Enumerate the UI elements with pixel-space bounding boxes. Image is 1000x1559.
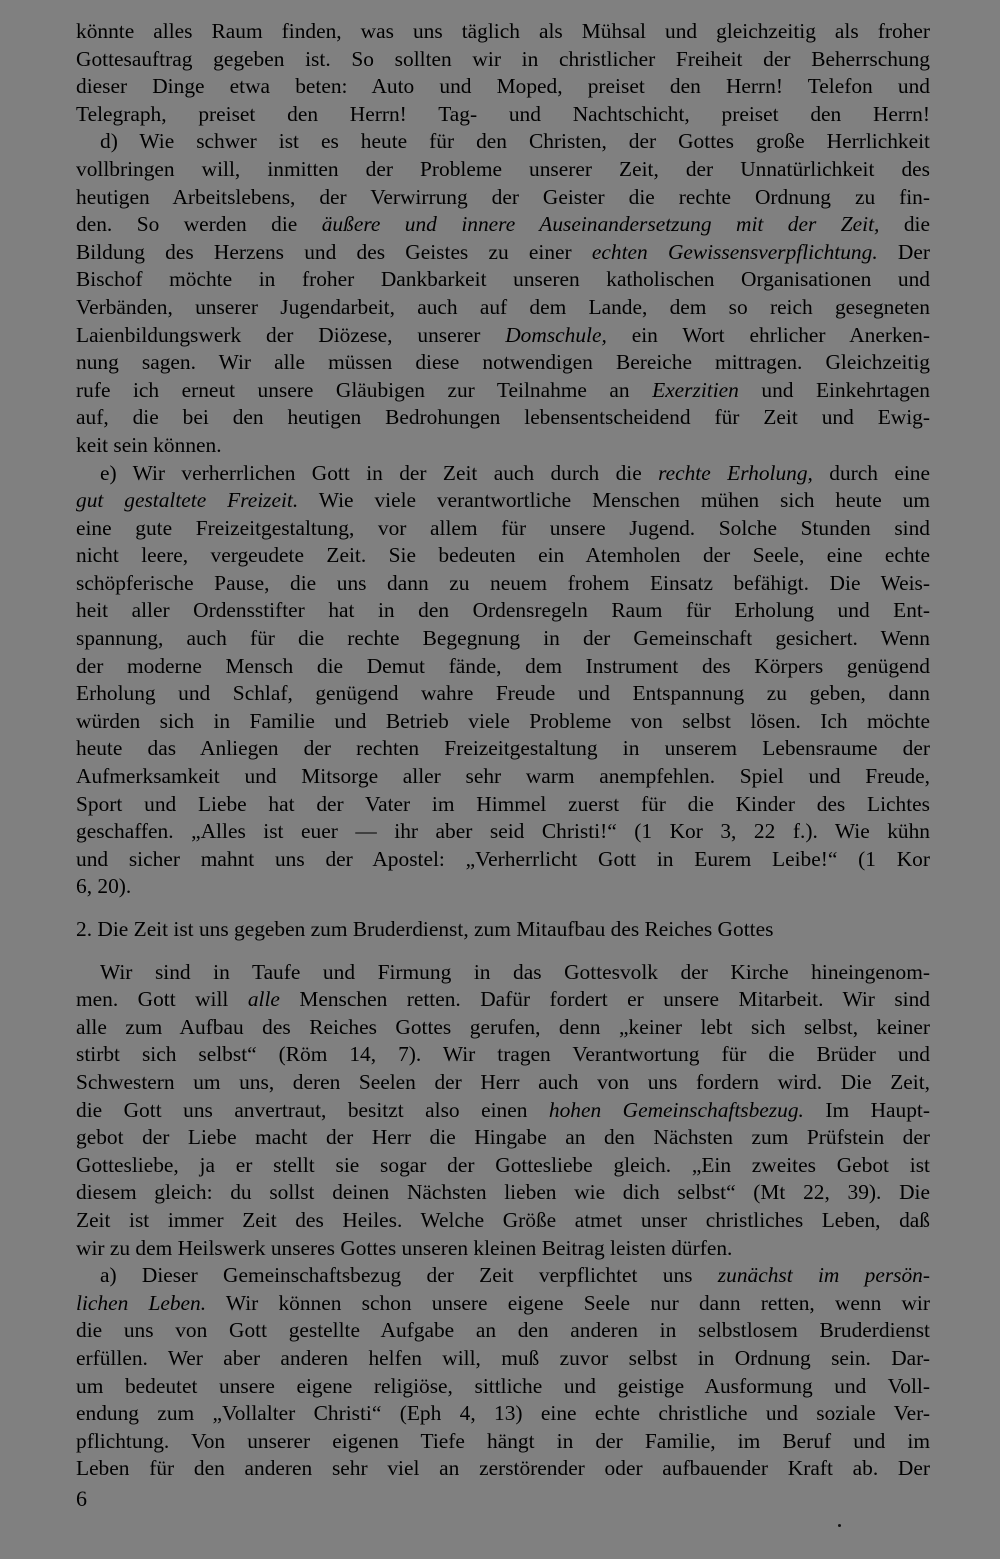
text-line [76,1345,930,1373]
page-number: 6 [76,1486,87,1511]
text-run: nicht leere, vergeudete Zeit. Sie bedeuten ein Atemholen der Seele, eine echte [76,543,930,568]
text-line [76,1014,930,1042]
text-run: durch eine [812,460,930,485]
italic-run: äußere und innere Auseinandersetzung mit der Zeit, [321,212,880,237]
italic-run: Domschule, [505,322,607,347]
text-run: heutigen Arbeitslebens, der Verwirrung der Geister die rechte Ordnung zu fin- [76,184,930,209]
text-line [76,653,930,681]
text-run: Aufmerksamkeit und Mitsorge aller sehr warm anempfehlen. Spiel und Freude, [76,764,930,789]
text-run: geschaffen. „Alles ist euer — ihr aber seid Christi!“ (1 Kor 3, 22 f.). Wie kühn [76,819,930,844]
text-line [76,680,930,708]
text-run: pflichtung. Von unserer eigenen Tiefe hängt in der Familie, im Beruf und im [76,1428,930,1453]
text-line [76,708,930,736]
text-line [76,432,930,460]
text-run: Telegraph, preiset den Herrn! Tag- und Nachtschicht, preiset den Herrn! [76,101,930,126]
text-line [76,487,930,515]
text-run: Wir sind in Taufe und Firmung in das Gottesvolk der Kirche hineingenom- [100,959,930,984]
text-line [76,763,930,791]
text-line [76,404,930,432]
text-run: gebot der Liebe macht der Herr die Hingabe an den Nächsten zum Prüfstein der [76,1125,930,1150]
text-run: men. Gott will [76,987,248,1012]
text-run: nung sagen. Wir alle müssen diese notwendigen Bereiche mittragen. Gleichzeitig [76,350,930,375]
text-line [76,1124,930,1152]
text-run: Bischof möchte in froher Dankbarkeit unseren katholischen Organisationen und [76,267,930,292]
text-run: Wir können schon unsere eigene Seele nur dann retten, wenn wir [206,1290,930,1315]
text-line [76,377,930,405]
text-line [76,542,930,570]
text-line [76,873,930,901]
italic-run: zunächst im persön- [717,1263,931,1288]
section-heading [76,916,930,944]
text-run: schöpferische Pause, die uns dann zu neuem frohem Einsatz befähigt. Die Weis- [76,570,930,595]
text-line [76,1373,930,1401]
text-run: Der [877,239,930,264]
paragraph [76,1262,930,1483]
text-line [76,101,930,129]
text-line [76,818,930,846]
text-line [76,46,930,74]
text-line [76,1400,930,1428]
text-line [76,73,930,101]
text-line [76,1317,930,1345]
text-line [76,1290,930,1318]
text-run: endung zum „Vollalter Christi“ (Eph 4, 13) eine echte christliche und soziale Ver- [76,1401,930,1426]
paragraph [76,959,930,1263]
text-run: a) Dieser Gemeinschaftsbezug der Zeit verpflichtet uns [100,1263,718,1288]
text-run: Schwestern um uns, deren Seelen der Herr auch von uns fordern wird. Die Zeit, [76,1069,930,1094]
text-line [76,349,930,377]
text-line [76,1179,930,1207]
text-line [76,1428,930,1456]
paragraph [76,460,930,902]
text-run: würden sich in Familie und Betrieb viele Probleme von selbst lösen. Ich möchte [76,708,930,733]
italic-run: rechte Erholung, [658,460,813,485]
text-line [76,1235,930,1263]
text-run: Menschen retten. Dafür fordert er unsere Mitarbeit. Wir sind [279,987,930,1012]
text-line [76,460,930,488]
text-run: Im Haupt- [803,1097,930,1122]
text-run: erfüllen. Wer aber anderen helfen will, muß zuvor selbst in Ordnung sein. Dar- [76,1345,930,1370]
text-run: Zeit ist immer Zeit des Heiles. Welche Größe atmet unser christliches Leben, daß [76,1207,930,1232]
text-run: Wie viele verantwortliche Menschen mühen sich heute um [298,488,930,513]
paragraph-gap [76,944,930,959]
text-run: wir zu dem Heilswerk unseres Gottes unseren kleinen Beitrag leisten dürfen. [76,1235,733,1260]
paragraph-gap [76,901,930,916]
text-run: ein Wort ehrlicher Anerken- [606,322,930,347]
paragraph [76,128,930,459]
text-run: Bildung des Herzens und des Geistes zu einer [76,239,592,264]
text-run: die [879,212,930,237]
text-run: 2. Die Zeit ist uns gegeben zum Bruderdienst, zum Mitaufbau des Reiches Gottes [76,917,774,941]
text-line [76,1041,930,1069]
text-line [76,625,930,653]
text-run: Gottesauftrag gegeben ist. So sollten wir in christlicher Freiheit der Beherrschung [76,46,930,71]
text-run: e) Wir verherrlichen Gott in der Zeit auch durch die [100,460,659,485]
text-line [76,128,930,156]
text-line [76,184,930,212]
italic-run: hohen Gemeinschaftsbezug. [548,1097,804,1122]
text-run: d) Wie schwer ist es heute für den Christen, der Gottes große Herrlichkeit [100,129,930,154]
text-run: der moderne Mensch die Demut fände, dem Instrument des Körpers genügend [76,653,930,678]
text-line [76,1207,930,1235]
text-line [76,1262,930,1290]
text-line [76,570,930,598]
paragraph [76,18,930,128]
text-run: und Einkehrtagen [738,377,931,402]
italic-run: echten Gewissensverpflichtung. [591,239,878,264]
text-run: Laienbildungswerk der Diözese, unserer [76,322,506,347]
text-run: heute das Anliegen der rechten Freizeitgestaltung in unserem Lebensraume der [76,736,930,761]
text-line [76,322,930,350]
italic-run: Exerzitien [652,377,739,402]
text-line [76,1152,930,1180]
text-run: Gottesliebe, ja er stellt sie sogar der Gottesliebe gleich. „Ein zweites Gebot ist [76,1152,930,1177]
text-line [76,1069,930,1097]
text-run: vollbringen will, inmitten der Probleme unserer Zeit, der Unnatürlichkeit des [76,156,930,181]
text-run: dieser Dinge etwa beten: Auto und Moped, preiset den Herrn! Telefon und [76,74,930,99]
text-line [76,1455,930,1483]
text-run: die Gott uns anvertraut, besitzt also einen [76,1097,549,1122]
text-line [76,239,930,267]
text-run: 6, 20). [76,874,132,899]
text-run: alle zum Aufbau des Reiches Gottes gerufen, denn „keiner lebt sich selbst, keiner [76,1014,930,1039]
text-line [76,735,930,763]
text-run: um bedeutet unsere eigene religiöse, sittliche und geistige Ausformung und Voll- [76,1373,930,1398]
text-line [76,791,930,819]
text-run: rufe ich erneut unsere Gläubigen zur Teilnahme an [76,377,653,402]
text-line [76,916,930,944]
text-line [76,18,930,46]
document-body [76,18,930,1483]
text-run: den. So werden die [76,212,322,237]
text-line [76,597,930,625]
text-run: Leben für den anderen sehr viel an zerstörender oder aufbauender Kraft ab. Der [76,1456,930,1481]
speck-mark [838,1524,841,1527]
text-line [76,1097,930,1125]
text-run: stirbt sich selbst“ (Röm 14, 7). Wir tragen Verantwortung für die Brüder und [76,1042,930,1067]
text-run: Verbänden, unserer Jugendarbeit, auch auf dem Lande, dem so reich gesegneten [76,294,930,319]
italic-run: alle [247,987,280,1012]
text-line [76,986,930,1014]
text-line [76,959,930,987]
text-run: auf, die bei den heutigen Bedrohungen lebensentscheidend für Zeit und Ewig- [76,405,930,430]
text-run: die uns von Gott gestellte Aufgabe an den anderen in selbstlosem Bruderdienst [76,1318,930,1343]
text-run: Erholung und Schlaf, genügend wahre Freude und Entspannung zu geben, dann [76,681,930,706]
text-run: eine gute Freizeitgestaltung, vor allem für unsere Jugend. Solche Stunden sind [76,515,930,540]
text-run: spannung, auch für die rechte Begegnung in der Gemeinschaft gesichert. Wenn [76,626,930,651]
text-run: und sicher mahnt uns der Apostel: „Verherrlicht Gott in Eurem Leibe!“ (1 Kor [76,846,930,871]
text-line [76,294,930,322]
text-line [76,211,930,239]
text-run: heit aller Ordensstifter hat in den Ordensregeln Raum für Erholung und Ent- [76,598,930,623]
text-line [76,846,930,874]
text-run: diesem gleich: du sollst deinen Nächsten lieben wie dich selbst“ (Mt 22, 39). Die [76,1180,930,1205]
text-run: Sport und Liebe hat der Vater im Himmel zuerst für die Kinder des Lichtes [76,791,930,816]
italic-run: gut gestaltete Freizeit. [76,488,299,513]
text-line [76,156,930,184]
text-line [76,266,930,294]
text-line [76,515,930,543]
text-run: könnte alles Raum finden, was uns täglich als Mühsal und gleichzeitig als froher [76,19,930,43]
italic-run: lichen Leben. [76,1290,207,1315]
text-run: keit sein können. [76,432,222,457]
